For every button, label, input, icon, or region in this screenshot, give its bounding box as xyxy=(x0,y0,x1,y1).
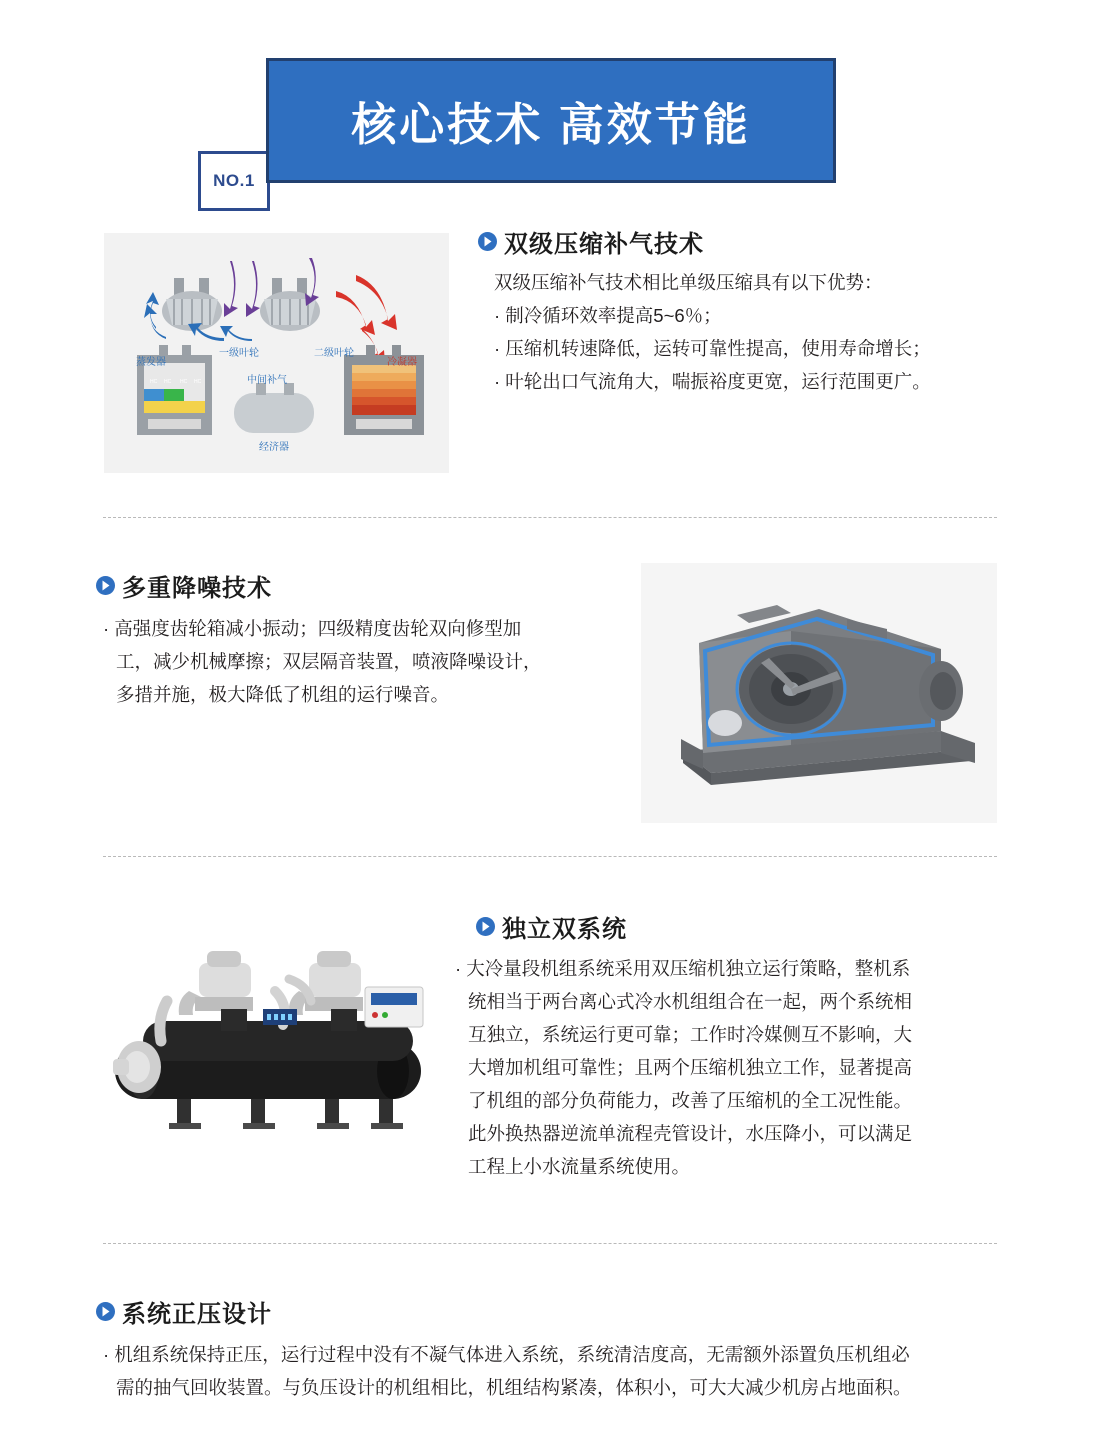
body-line: · 制冷循环效率提高5~6％； xyxy=(494,305,722,326)
section-heading-positive-pressure xyxy=(96,1294,272,1329)
diagram-label-condenser: 冷凝器 xyxy=(387,357,417,368)
section-title: 独立双系统 xyxy=(502,916,627,943)
page-header xyxy=(0,58,1100,188)
diagram-label-economizer: 经济器 xyxy=(259,442,289,453)
diagram-label-stage2: 二级叶轮 xyxy=(314,348,354,359)
body-line: 工，减少机械摩擦；双层隔音装置，喷液降噪设计， xyxy=(116,651,542,672)
divider xyxy=(103,1243,997,1244)
divider xyxy=(103,856,997,857)
section-body-noise-reduction xyxy=(103,612,623,711)
arrow-right-icon xyxy=(476,917,495,936)
section-heading-independent-dual-system xyxy=(476,909,627,944)
svg-text:HC: HC xyxy=(150,379,158,385)
page-title-bar xyxy=(266,58,836,183)
arrow-right-icon xyxy=(478,232,497,251)
arrow-right-icon xyxy=(96,1302,115,1321)
diagram-label-injection: 中间补气 xyxy=(247,375,287,386)
section-body-positive-pressure xyxy=(103,1338,998,1404)
section-title: 系统正压设计 xyxy=(122,1301,272,1328)
body-line: 双级压缩补气技术相比单级压缩具有以下优势： xyxy=(494,272,883,293)
body-line: · 叶轮出口气流角大，喘振裕度更宽，运行范围更广。 xyxy=(494,371,931,392)
diagram-label-stage1: 一级叶轮 xyxy=(219,348,259,359)
section-title: 多重降噪技术 xyxy=(122,575,272,602)
svg-text:HC: HC xyxy=(180,379,188,385)
section-title: 双级压缩补气技术 xyxy=(504,231,704,258)
body-line: 统相当于两台离心式冷水机组组合在一起，两个系统相 xyxy=(468,991,913,1012)
body-line: 此外换热器逆流单流程壳管设计，水压降小，可以满足 xyxy=(468,1123,913,1144)
gearbox-housing-svg xyxy=(641,563,997,823)
section-heading-noise-reduction xyxy=(96,568,272,603)
section-body-independent-dual-system xyxy=(455,952,995,1183)
section-body-two-stage-compression xyxy=(494,266,984,398)
body-line: · 高强度齿轮箱减小振动；四级精度齿轮双向修型加 xyxy=(103,618,522,639)
body-line: 多措并施，极大降低了机组的运行噪音。 xyxy=(116,684,450,705)
body-line: 大增加机组可靠性；且两个压缩机独立工作，显著提高 xyxy=(468,1057,913,1078)
dual-system-chiller-photo xyxy=(103,935,453,1150)
body-line: 了机组的部分负荷能力，改善了压缩机的全工况性能。 xyxy=(468,1090,913,1111)
two-stage-compression-diagram xyxy=(104,233,449,473)
svg-text:HC: HC xyxy=(194,379,202,385)
diagram-label-evaporator: 蒸发器 xyxy=(136,357,166,368)
body-line: · 大冷量段机组系统采用双压缩机独立运行策略，整机系 xyxy=(455,958,911,979)
arrow-right-icon xyxy=(96,576,115,595)
body-line: · 压缩机转速降低，运转可靠性提高，使用寿命增长； xyxy=(494,338,931,359)
body-line: 工程上小水流量系统使用。 xyxy=(468,1156,691,1177)
body-line: · 机组系统保持正压，运行过程中没有不凝气体进入系统，系统清洁度高，无需额外添置负压机组必 xyxy=(103,1344,910,1365)
body-line: 互独立，系统运行更可靠；工作时冷媒侧互不影响，大 xyxy=(468,1024,913,1045)
body-line: 需的抽气回收装置。与负压设计的机组相比，机组结构紧凑，体积小，可大大减少机房占地面积。 xyxy=(116,1377,912,1398)
section-number-label: NO.1 xyxy=(213,171,255,190)
dual-system-chiller-svg xyxy=(103,935,453,1150)
page-title: 核心技术 高效节能 xyxy=(351,99,751,150)
section-heading-two-stage-compression xyxy=(478,224,704,259)
section-number-badge xyxy=(198,151,270,211)
svg-text:HC: HC xyxy=(164,379,172,385)
gearbox-housing-photo xyxy=(641,563,997,823)
divider xyxy=(103,517,997,518)
